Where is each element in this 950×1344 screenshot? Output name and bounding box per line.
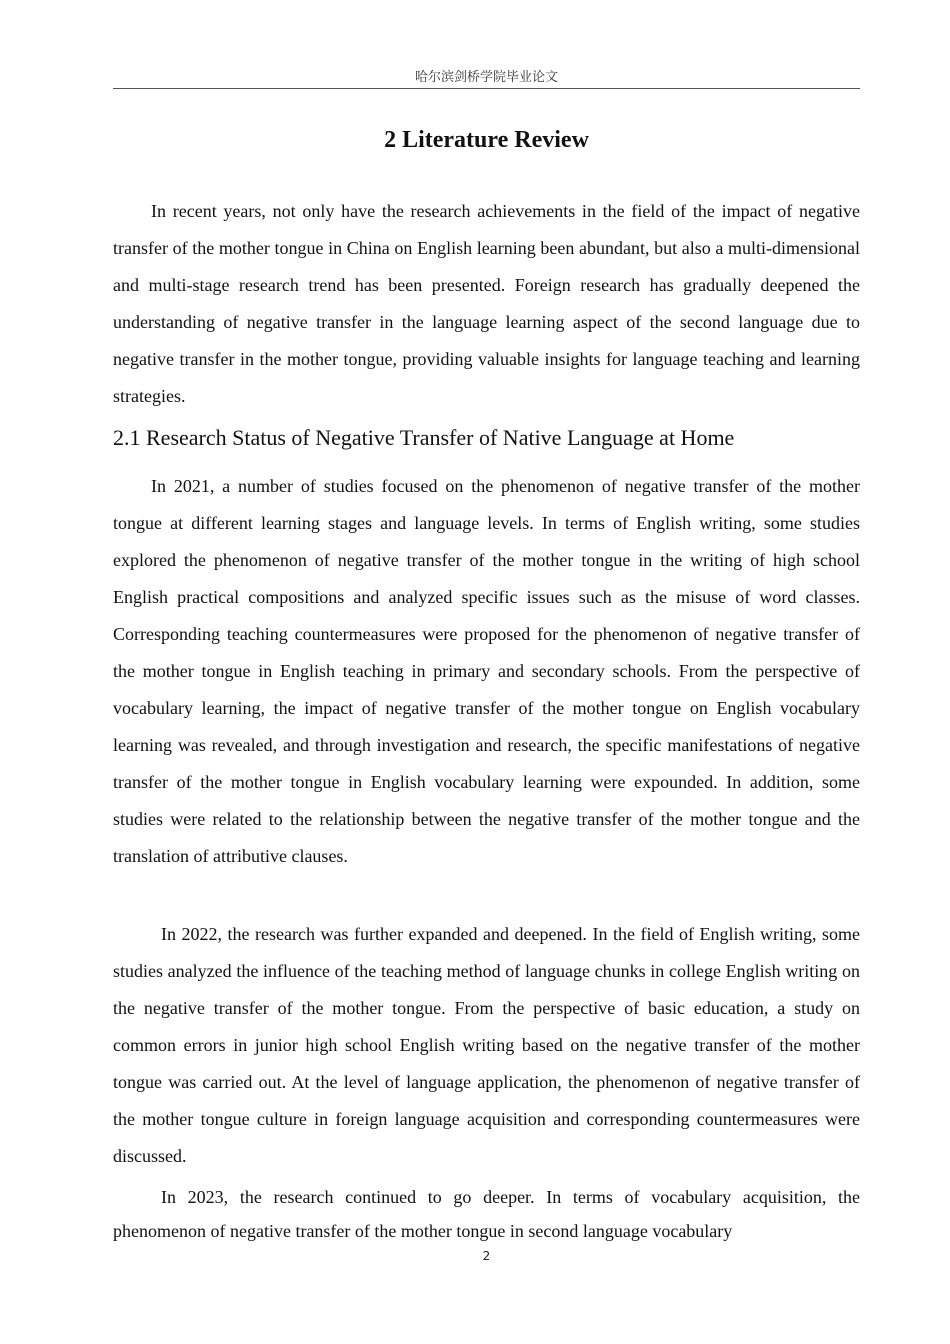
running-header: 哈尔滨剑桥学院毕业论文 bbox=[414, 70, 558, 85]
paragraph-2021: In 2021, a number of studies focused on the phenomenon of negative transfer of the mother tongue at different learning stages and language levels. In terms of English writing, some studies explored the phenomenon of negative transfer of the mother tongue in the writing of high school English practical compositions and analyzed specific issues such as the misuse of word classes. Corresponding teaching countermeasures were proposed for the phenomenon of negative transfer of the mother tongue in English teaching in primary and secondary schools. From the perspective of vocabulary learning, the impact of negative transfer of the mother tongue on English vocabulary learning was revealed, and through investigation and research, the specific manifestations of negative transfer of the mother tongue in English vocabulary learning were expounded. In addition, some studies were related to the relationship between the negative transfer of the mother tongue and the translation of attributive clauses. bbox=[113, 476, 860, 866]
paragraph-2023: In 2023, the research continued to go deeper. In terms of vocabulary acquisition, the phenomenon of negative transfer of the mother tongue in second language vocabulary bbox=[113, 1187, 860, 1241]
section-heading: 2.1 Research Status of Negative Transfer of Native Language at Home bbox=[113, 425, 735, 450]
header-rule bbox=[113, 88, 860, 89]
page-number: 2 bbox=[482, 1249, 491, 1263]
paragraph-2022: In 2022, the research was further expanded and deepened. In the field of English writing, some studies analyzed the influence of the teaching method of language chunks in college English writing on the negative transfer of the mother tongue. From the perspective of basic education, a study on common errors in junior high school English writing based on the negative transfer of the mother tongue was carried out. At the level of language application, the phenomenon of negative transfer of the mother tongue culture in foreign language acquisition and corresponding countermeasures were discussed. bbox=[113, 924, 860, 1166]
intro-paragraph: In recent years, not only have the research achievements in the field of the impact of negative transfer of the mother tongue in China on English learning been abundant, but also a multi-dimensional and multi-stage research trend has been presented. Foreign research has gradually deepened the understanding of negative transfer in the language learning aspect of the second language due to negative transfer in the mother tongue, providing valuable insights for language teaching and learning strategies. bbox=[113, 201, 860, 406]
chapter-title: 2 Literature Review bbox=[384, 127, 589, 153]
